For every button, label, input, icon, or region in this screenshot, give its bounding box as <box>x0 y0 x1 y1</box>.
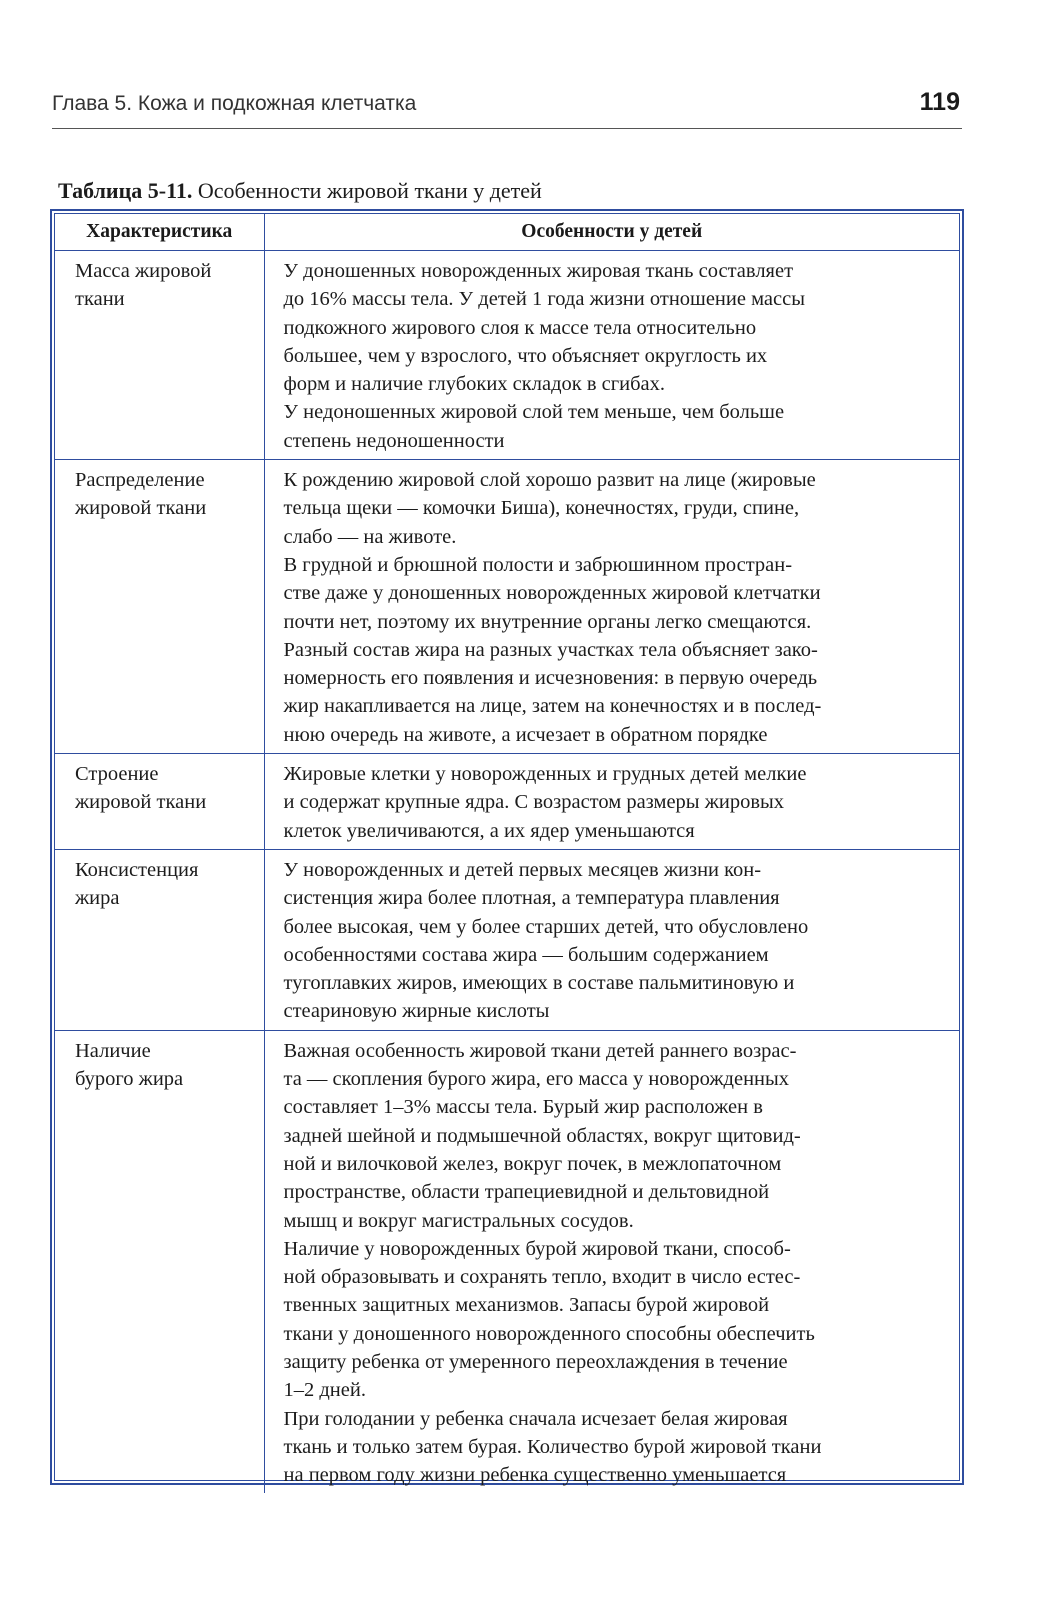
table-row <box>55 460 959 754</box>
features-line: У доношенных новорожденных жировая ткань составляет <box>283 260 794 282</box>
features-line: ткани у доношенного новорожденного способны обеспечить <box>283 1322 815 1345</box>
characteristic-line: ткани <box>75 288 125 311</box>
features-line: Наличие у новорожденных бурой жировой ткани, способ- <box>283 1237 791 1260</box>
table-header-row <box>55 214 959 251</box>
features-line: задней шейной и подмышечной областях, вокруг щитовид- <box>283 1124 801 1147</box>
features-line: стеариновую жирные кислоты <box>283 1000 550 1023</box>
features-line: В грудной и брюшной полости и забрюшинном простран- <box>283 553 793 576</box>
features-cell <box>264 251 959 460</box>
features-line: ткань и только затем бурая. Количество бурой жировой ткани <box>283 1435 822 1458</box>
features-line: Жировые клетки у новорожденных и грудных детей мелкие <box>283 763 807 786</box>
features-line: жир накапливается на лице, затем на конечностях и в послед- <box>283 695 822 718</box>
characteristic-line: Строение <box>75 763 159 786</box>
features-line: почти нет, поэтому их внутренние органы легко смещаются. <box>283 610 812 633</box>
features-line: Разный состав жира на разных участках тела объясняет зако- <box>283 638 818 661</box>
features-cell <box>264 460 959 754</box>
features-line: форм и наличие глубоких складок в сгибах. <box>283 373 666 396</box>
features-paragraph <box>284 1037 950 1235</box>
features-paragraph <box>284 466 950 551</box>
features-line: большее, чем у взрослого, что объясняет округлость их <box>283 344 768 367</box>
features-line: У недоношенных жировой слой тем меньше, чем больше <box>283 401 785 424</box>
features-line: тельца щеки — комочки Биша), конечностях, груди, спине, <box>283 497 800 520</box>
features-paragraph <box>284 1235 950 1405</box>
features-line: составляет 1–3% массы тела. Бурый жир расположен в <box>283 1096 763 1119</box>
features-paragraph <box>284 856 950 1026</box>
characteristic-line: Распределение <box>75 469 205 492</box>
features-line: и содержат крупные ядра. С возрастом размеры жировых <box>283 791 785 814</box>
characteristic-cell <box>55 754 264 850</box>
characteristic-line: жира <box>75 887 120 910</box>
features-line: систенция жира более плотная, а температура плавления <box>283 887 780 910</box>
column-header-characteristic: Характеристика <box>55 214 264 251</box>
characteristic-cell <box>55 251 264 460</box>
table-row <box>55 251 959 460</box>
table-row <box>55 754 959 850</box>
features-paragraph <box>284 257 950 398</box>
features-line: слабо — на животе. <box>283 525 457 548</box>
features-line: стве даже у доношенных новорожденных жировой клетчатки <box>283 582 821 605</box>
characteristic-line: Консистенция <box>75 858 199 881</box>
characteristic-line: Масса жировой <box>75 260 212 282</box>
features-line: особенностями состава жира — большим содержанием <box>283 943 769 966</box>
features-line: 1–2 дней. <box>283 1379 366 1402</box>
features-line: Важная особенность жировой ткани детей раннего возрас- <box>283 1039 797 1062</box>
features-line: У новорожденных и детей первых месяцев жизни кон- <box>283 858 762 881</box>
features-line: При голодании у ребенка сначала исчезает белая жировая <box>283 1407 788 1430</box>
features-line: на первом году жизни ребенка существенно уменьшается <box>283 1464 787 1487</box>
table-row <box>55 1030 959 1493</box>
characteristic-line: Наличие <box>75 1039 151 1062</box>
chapter-title: Глава 5. Кожа и подкожная клетчатка <box>52 92 417 115</box>
characteristic-cell <box>55 1030 264 1493</box>
table-caption <box>58 178 542 204</box>
table-frame <box>50 209 964 1485</box>
table-title: Особенности жировой ткани у детей <box>197 178 542 203</box>
page-number: 119 <box>919 88 960 116</box>
features-paragraph <box>284 760 950 845</box>
features-line: твенных защитных механизмов. Запасы бурой жировой <box>283 1294 770 1317</box>
features-line: нюю очередь на животе, а исчезает в обратном порядке <box>283 723 768 746</box>
features-line: номерность его появления и исчезновения: в первую очередь <box>283 667 818 690</box>
features-paragraph <box>284 636 950 749</box>
features-line: более высокая, чем у более старших детей, что обусловлено <box>283 915 809 938</box>
features-cell <box>264 754 959 850</box>
characteristic-line: жировой ткани <box>75 791 207 814</box>
running-header <box>52 88 962 129</box>
features-line: защиту ребенка от умеренного переохлаждения в течение <box>283 1350 788 1373</box>
table-label: Таблица 5-11. <box>58 178 193 203</box>
features-line: до 16% массы тела. У детей 1 года жизни отношение массы <box>283 288 805 311</box>
features-line: та — скопления бурого жира, его масса у новорожденных <box>283 1068 790 1091</box>
features-paragraph <box>284 1405 950 1490</box>
features-line: мышц и вокруг магистральных сосудов. <box>283 1209 634 1232</box>
features-cell <box>264 849 959 1030</box>
features-line: ной и вилочковой желез, вокруг почек, в межлопаточном <box>283 1152 782 1175</box>
column-header-features: Особенности у детей <box>264 214 959 251</box>
features-line: К рождению жировой слой хорошо развит на лице (жировые <box>283 469 816 492</box>
table-row <box>55 849 959 1030</box>
features-line: тугоплавких жиров, имеющих в составе пальмитиновую и <box>283 972 795 995</box>
characteristic-line: бурого жира <box>75 1068 184 1091</box>
features-cell <box>264 1030 959 1493</box>
fat-tissue-table <box>55 214 959 1493</box>
features-line: ной образовывать и сохранять тепло, входит в число естес- <box>283 1266 801 1289</box>
characteristic-cell <box>55 849 264 1030</box>
features-paragraph <box>284 398 950 455</box>
characteristic-cell <box>55 460 264 754</box>
characteristic-line: жировой ткани <box>75 497 207 520</box>
features-line: степень недоношенности <box>283 429 505 452</box>
features-paragraph <box>284 551 950 636</box>
features-line: клеток увеличиваются, а их ядер уменьшаются <box>283 819 695 842</box>
table-body <box>55 251 959 1494</box>
features-line: подкожного жирового слоя к массе тела относительно <box>283 316 757 339</box>
features-line: пространстве, области трапециевидной и дельтовидной <box>283 1181 770 1204</box>
table-inner-border <box>54 213 960 1487</box>
